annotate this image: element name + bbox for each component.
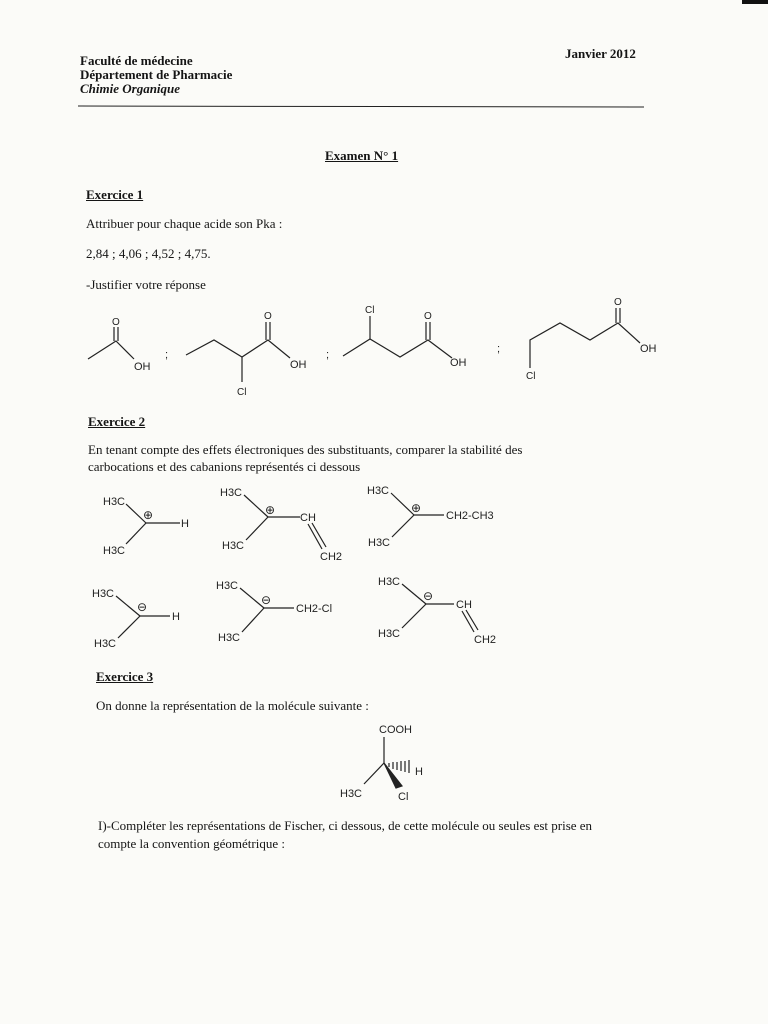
anion-1-charge: ⊖ [137, 600, 148, 614]
cation-3-bond-bottom [392, 515, 414, 537]
acid-4-chlorobutanoic [526, 297, 657, 382]
anion-3-methyl-top: H3C [378, 576, 401, 588]
cation-3-methyl-bottom: H3C [368, 537, 391, 549]
anion-3-ch: CH [456, 599, 472, 611]
acid-2-chlorobutanoic [186, 311, 307, 398]
anion-1-methyl-bottom: H3C [94, 638, 117, 650]
molecule-hash-h [389, 760, 409, 773]
cation-2-bond-bottom [246, 517, 268, 540]
exercise-2-heading: Exercice 2 [88, 414, 146, 429]
acid-2-oxygen: O [264, 311, 272, 322]
anion-3-charge: ⊖ [423, 589, 434, 603]
cation-1-hydrogen: H [181, 518, 189, 530]
pka-values: 2,84 ; 4,06 ; 4,52 ; 4,75. [86, 246, 211, 261]
cation-1-methyl-top: H3C [103, 496, 126, 508]
separator-2: ; [326, 349, 330, 361]
molecule-bond-methyl [364, 763, 384, 784]
anion-3-ch2: CH2 [474, 634, 497, 646]
molecule-h: H [415, 766, 423, 778]
cation-1-bond-bottom [126, 523, 146, 544]
exercise-1-heading: Exercice 1 [86, 187, 144, 202]
exam-date: Janvier 2012 [565, 46, 636, 61]
anion-3-bond-bottom [402, 604, 426, 628]
acid-3-oxygen: O [424, 311, 432, 322]
exercise-2-text-line-1: En tenant compte des effets électroniques des substituants, comparer la stabilité des [88, 442, 523, 457]
anion-1-bond-bottom [118, 616, 140, 638]
cation-3-charge: ⊕ [411, 501, 422, 515]
anion-3-methyl-bottom: H3C [378, 628, 401, 640]
faculty-name: Faculté de médecine [80, 53, 193, 68]
course-name: Chimie Organique [80, 81, 181, 96]
acid-4-oxygen: O [614, 297, 622, 308]
anion-2-ch2cl: CH2-Cl [296, 603, 333, 615]
exercise-1-instruction: Attribuer pour chaque acide son Pka : [86, 216, 283, 231]
exercise-2-text-line-2: carbocations et des cabanions représentés ci dessous [88, 459, 361, 474]
molecule-h3c: H3C [340, 788, 363, 800]
cation-1-methyl-bottom: H3C [103, 545, 126, 557]
acid-4-chlorine: Cl [526, 371, 536, 382]
cation-1-charge: ⊕ [143, 508, 154, 522]
page-title: Examen N° 1 [325, 148, 399, 163]
molecule-cooh: COOH [379, 724, 412, 736]
anion-2-bond-bottom [242, 608, 264, 632]
acid-1-skeleton [88, 341, 134, 359]
anion-2-methyl-top: H3C [216, 580, 239, 592]
anion-1-hydrogen: H [172, 611, 180, 623]
acid-2-skeleton [186, 340, 290, 358]
acid-4-hydroxyl: OH [640, 343, 657, 355]
acid-1-oxygen: O [112, 317, 120, 328]
chiral-molecule [340, 724, 423, 803]
acid-2-chlorine: Cl [237, 387, 247, 398]
cation-2-ch: CH [300, 512, 316, 524]
separator-3: ; [497, 343, 501, 355]
acid-3-skeleton [343, 339, 452, 358]
molecule-cl: Cl [398, 791, 409, 803]
cation-2-charge: ⊕ [265, 503, 276, 517]
carbanion-1 [92, 588, 180, 650]
carbocation-2-allylic [220, 487, 342, 563]
anion-2-methyl-bottom: H3C [218, 632, 241, 644]
cation-3-methyl-top: H3C [367, 485, 390, 497]
exercise-3-question-line-1: I)-Compléter les représentations de Fischer, ci dessous, de cette molécule ou seules est prise en [98, 818, 593, 833]
carbocation-3-ethyl [367, 485, 494, 549]
anion-2-charge: ⊖ [261, 593, 272, 607]
acid-4-skeleton [530, 323, 640, 368]
cation-2-methyl-bottom: H3C [222, 540, 245, 552]
cation-2-ch2: CH2 [320, 551, 343, 563]
department-name: Département de Pharmacie [80, 67, 233, 82]
acid-2-hydroxyl: OH [290, 359, 307, 371]
exercise-3-question-line-2: compte la convention géométrique : [98, 836, 285, 851]
exercise-3-heading: Exercice 3 [96, 669, 154, 684]
cation-3-ethyl: CH2-CH3 [446, 510, 494, 522]
acid-3-hydroxyl: OH [450, 357, 467, 369]
separator-1: ; [165, 349, 169, 361]
cation-2-methyl-top: H3C [220, 487, 243, 499]
justify-instruction: -Justifier votre réponse [86, 277, 206, 292]
anion-1-methyl-top: H3C [92, 588, 115, 600]
acid-1-hydroxyl: OH [134, 361, 151, 373]
acid-1-acetic [88, 317, 151, 373]
acid-3-chlorobutanoic [343, 305, 467, 369]
carbanion-2-chloromethyl [216, 580, 332, 644]
acid-3-chlorine: Cl [365, 305, 375, 316]
carbanion-3-allylic [378, 576, 496, 646]
exercise-3-intro: On donne la représentation de la molécule suivante : [96, 698, 369, 713]
carbocation-1 [103, 496, 189, 557]
